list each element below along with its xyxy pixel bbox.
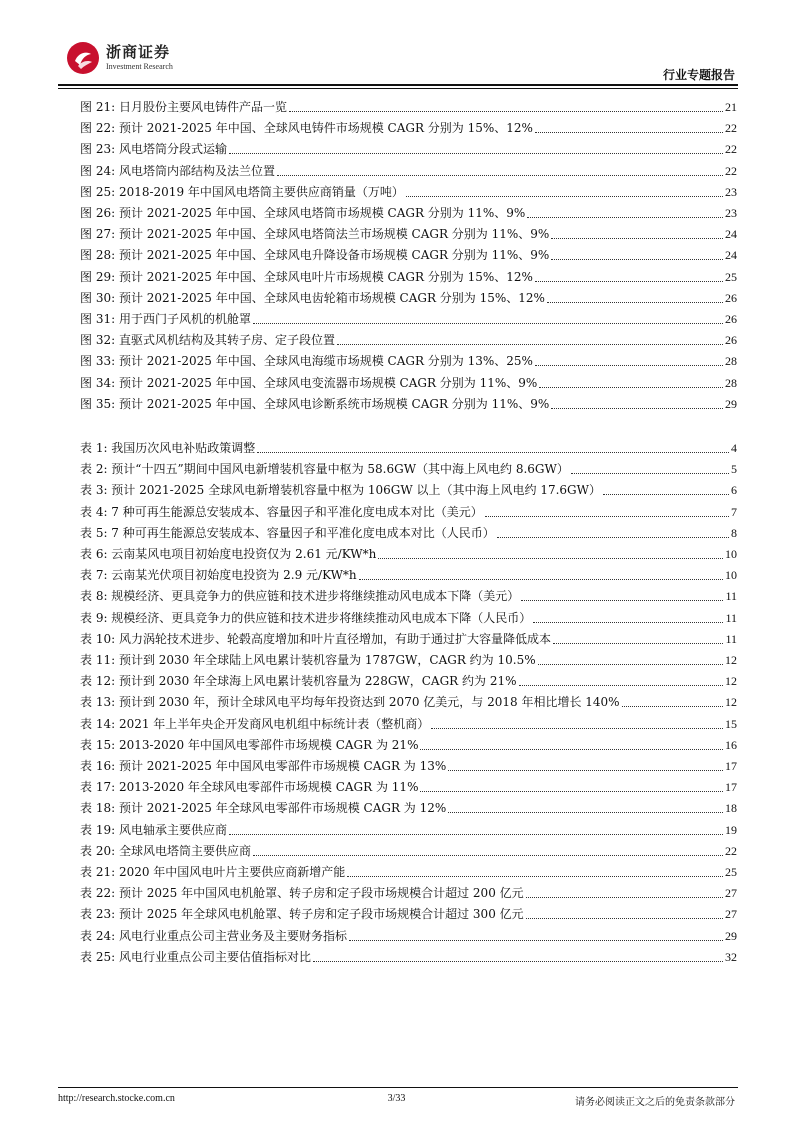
- toc-dot-leader: [253, 855, 723, 856]
- table-entry[interactable]: [80, 715, 737, 733]
- toc-dot-leader: [527, 217, 723, 218]
- toc-page-number: 11: [725, 610, 737, 625]
- toc-page-number: 32: [725, 949, 737, 964]
- toc-page-number: 26: [725, 333, 737, 348]
- figure-entry[interactable]: [80, 225, 737, 243]
- toc-entry-title: 图 28: 预计 2021-2025 年中国、全球风电升降设备市场规模 CAGR 分别为 11%、9%: [80, 248, 550, 263]
- table-entry[interactable]: [80, 799, 737, 817]
- toc-page-number: 24: [725, 227, 737, 242]
- toc-entry-title: 表 21: 2020 年中国风电叶片主要供应商新增产能: [80, 865, 346, 879]
- table-entry[interactable]: [80, 545, 737, 563]
- toc-entry-title: 图 26: 预计 2021-2025 年中国、全球风电塔筒市场规模 CAGR 分别为 11%、9%: [80, 206, 526, 220]
- toc-dot-leader: [535, 365, 723, 366]
- toc-dot-leader: [533, 622, 723, 623]
- toc-page-number: 22: [725, 142, 737, 157]
- toc-entry-title: 图 32: 直驱式风机结构及其转子房、定子段位置: [80, 333, 335, 348]
- toc-dot-leader: [448, 770, 723, 771]
- toc-page-number: 12: [725, 674, 737, 689]
- table-entry[interactable]: [80, 693, 737, 711]
- figure-entry[interactable]: [80, 119, 737, 137]
- table-entry[interactable]: [80, 863, 737, 881]
- toc-dot-leader: [313, 961, 723, 962]
- toc-page-number: 17: [725, 780, 737, 795]
- toc-dot-leader: [538, 664, 723, 665]
- toc-dot-leader: [347, 876, 723, 877]
- toc-dot-leader: [257, 452, 729, 453]
- toc-page-number: 28: [725, 375, 737, 390]
- table-entry[interactable]: [80, 905, 737, 923]
- toc-dot-leader: [337, 344, 723, 345]
- table-entry[interactable]: [80, 587, 737, 605]
- toc-entry-title: 表 13: 预计到 2030 年，预计全球风电平均每年投资达到 2070 亿美元，与 2018 年相比增长 140%: [80, 695, 620, 710]
- logo-chinese-name: 浙商证券: [106, 43, 171, 61]
- toc-page-number: 5: [731, 462, 737, 477]
- table-entry[interactable]: [80, 927, 737, 945]
- toc-dot-leader: [406, 196, 723, 197]
- figure-entry[interactable]: [80, 289, 737, 307]
- figure-entry[interactable]: [80, 268, 737, 286]
- figure-entry[interactable]: [80, 395, 737, 413]
- toc-dot-leader: [420, 749, 723, 750]
- toc-entry-title: 表 20: 全球风电塔筒主要供应商: [80, 843, 251, 858]
- table-entry[interactable]: [80, 524, 737, 542]
- toc-entry-title: 图 25: 2018-2019 年中国风电塔筒主要供应商销量（万吨）: [80, 184, 404, 199]
- toc-entry-title: 表 10: 风力涡轮技术进步、轮毂高度增加和叶片直径增加，有助于通过扩大容量降低成本: [80, 631, 551, 646]
- table-entry[interactable]: [80, 884, 737, 902]
- toc-entry-title: 表 9: 规模经济、更具竞争力的供应链和技术进步将继续推动风电成本下降（人民币）: [80, 610, 532, 625]
- table-entry[interactable]: [80, 672, 737, 690]
- toc-entry-title: 图 29: 预计 2021-2025 年中国、全球风电叶片市场规模 CAGR 分别为 15%、12%: [80, 269, 533, 284]
- toc-dot-leader: [526, 918, 723, 919]
- toc-entry-title: 表 6: 云南某风电项目初始度电投资仅为 2.61 元/KW*h: [80, 547, 377, 561]
- toc-dot-leader: [497, 537, 729, 538]
- table-entry[interactable]: [80, 842, 737, 860]
- toc-entry-title: 图 31: 用于西门子风机的机舱罩: [80, 312, 251, 326]
- toc-dot-leader: [253, 323, 723, 324]
- toc-page-number: 22: [725, 121, 737, 136]
- toc-entry-title: 图 35: 预计 2021-2025 年中国、全球风电诊断系统市场规模 CAGR 分别为 11%、9%: [80, 396, 550, 411]
- toc-entry-title: 图 33: 预计 2021-2025 年中国、全球风电海缆市场规模 CAGR 分别为 13%、25%: [80, 354, 533, 369]
- logo-english-name: Investment Research: [106, 62, 173, 71]
- toc-page-number: 12: [725, 695, 737, 710]
- toc-dot-leader: [551, 259, 723, 260]
- toc-entry-title: 表 4: 7 种可再生能源总安装成本、容量因子和平准化度电成本对比（美元）: [80, 504, 483, 519]
- table-entry[interactable]: [80, 609, 737, 627]
- table-entry[interactable]: [80, 736, 737, 754]
- toc-page-number: 29: [725, 396, 737, 411]
- toc-page-number: 10: [725, 547, 737, 561]
- figure-entry[interactable]: [80, 140, 737, 158]
- toc-page-number: 6: [731, 483, 737, 498]
- toc-page-number: 22: [725, 163, 737, 178]
- toc-dot-leader: [535, 132, 723, 133]
- toc-dot-leader: [535, 281, 723, 282]
- figure-entry[interactable]: [80, 246, 737, 264]
- toc-page-number: 22: [725, 843, 737, 858]
- toc-entry-title: 图 27: 预计 2021-2025 年中国、全球风电塔筒法兰市场规模 CAGR 分别为 11%、9%: [80, 227, 550, 242]
- toc-dot-leader: [289, 111, 723, 112]
- footer-disclaimer: 请务必阅读正文之后的免责条款部分: [575, 1097, 735, 1108]
- table-entry[interactable]: [80, 948, 737, 966]
- toc-entry-title: 表 24: 风电行业重点公司主营业务及主要财务指标: [80, 928, 347, 943]
- toc-dot-leader: [521, 600, 723, 601]
- toc-page-number: 25: [725, 269, 737, 284]
- figure-entry[interactable]: [80, 331, 737, 349]
- report-type-label: 行业专题报告: [662, 68, 735, 82]
- toc-entry-title: 表 8: 规模经济、更具竞争力的供应链和技术进步将继续推动风电成本下降（美元）: [80, 589, 520, 604]
- toc-entry-title: 图 24: 风电塔筒内部结构及法兰位置: [80, 163, 275, 178]
- table-entry[interactable]: [80, 630, 737, 648]
- toc-entry-title: 表 7: 云南某光伏项目初始度电投资为 2.9 元/KW*h: [80, 568, 357, 583]
- toc-entry-title: 图 30: 预计 2021-2025 年中国、全球风电齿轮箱市场规模 CAGR 分别为 15%、12%: [80, 290, 545, 305]
- toc-page-number: 29: [725, 928, 737, 943]
- toc-page-number: 4: [731, 441, 737, 455]
- toc-page-number: 17: [725, 759, 737, 773]
- toc-page-number: 23: [725, 206, 737, 220]
- toc-dot-leader: [431, 728, 723, 729]
- toc-entry-title: 表 17: 2013-2020 年全球风电零部件市场规模 CAGR 为 11%: [80, 780, 419, 795]
- footer-divider: [58, 1087, 738, 1088]
- toc-entry-title: 表 2: 预计“十四五”期间中国风电新增装机容量中枢为 58.6GW（其中海上风电约 8.6GW）: [80, 462, 569, 477]
- toc-page-number: 7: [731, 504, 737, 519]
- toc-entry-title: 表 22: 预计 2025 年中国风电机舱罩、转子房和定子段市场规模合计超过 200 亿元: [80, 886, 524, 901]
- toc-entry-title: 表 11: 预计到 2030 年全球陆上风电累计装机容量为 1787GW，CAGR 约为 10.5%: [80, 653, 536, 667]
- toc-dot-leader: [539, 387, 723, 388]
- toc-dot-leader: [448, 812, 723, 813]
- toc-page-number: 10: [725, 568, 737, 583]
- toc-dot-leader: [349, 940, 723, 941]
- toc-page-number: 12: [725, 653, 737, 667]
- footer-url-link[interactable]: http://research.stocke.com.cn: [58, 1093, 175, 1104]
- toc-entry-title: 表 3: 预计 2021-2025 全球风电新增装机容量中枢为 106GW 以上（其中海上风电约 17.6GW）: [80, 483, 601, 498]
- toc-page-number: 8: [731, 525, 737, 540]
- table-entry[interactable]: [80, 481, 737, 499]
- toc-dot-leader: [420, 791, 723, 792]
- figure-entry[interactable]: [80, 374, 737, 392]
- figure-entry[interactable]: [80, 183, 737, 201]
- toc-dot-leader: [622, 706, 723, 707]
- toc-entry-title: 表 23: 预计 2025 年全球风电机舱罩、转子房和定子段市场规模合计超过 300 亿元: [80, 907, 524, 922]
- toc-dot-leader: [519, 685, 723, 686]
- toc-dot-leader: [547, 302, 723, 303]
- toc-entry-title: 表 12: 预计到 2030 年全球海上风电累计装机容量为 228GW，CAGR 约为 21%: [80, 674, 517, 689]
- toc-dot-leader: [485, 516, 729, 517]
- table-entry[interactable]: [80, 566, 737, 584]
- figure-entry[interactable]: [80, 204, 737, 222]
- toc-page-number: 27: [725, 907, 737, 922]
- table-entry[interactable]: [80, 503, 737, 521]
- toc-page-number: 11: [725, 631, 737, 646]
- table-entry[interactable]: [80, 757, 737, 775]
- toc-dot-leader: [571, 473, 729, 474]
- toc-entry-title: 表 14: 2021 年上半年央企开发商风电机组中标统计表（整机商）: [80, 716, 430, 731]
- figure-entry[interactable]: [80, 162, 737, 180]
- toc-dot-leader: [229, 834, 723, 835]
- toc-dot-leader: [603, 494, 729, 495]
- toc-page-number: 23: [725, 184, 737, 199]
- toc-dot-leader: [553, 643, 723, 644]
- toc-dot-leader: [229, 153, 723, 154]
- toc-entry-title: 图 22: 预计 2021-2025 年中国、全球风电铸件市场规模 CAGR 分别为 15%、12%: [80, 121, 533, 136]
- toc-entry-title: 表 18: 预计 2021-2025 年全球风电零部件市场规模 CAGR 为 12%: [80, 801, 447, 816]
- toc-entry-title: 表 1: 我国历次风电补贴政策调整: [80, 441, 256, 455]
- table-entry[interactable]: [80, 651, 737, 669]
- toc-entry-title: 表 5: 7 种可再生能源总安装成本、容量因子和平准化度电成本对比（人民币）: [80, 525, 495, 540]
- table-entry[interactable]: [80, 778, 737, 796]
- toc-entry-title: 表 15: 2013-2020 年中国风电零部件市场规模 CAGR 为 21%: [80, 737, 419, 752]
- toc-page-number: 26: [725, 290, 737, 305]
- table-entry[interactable]: [80, 821, 737, 839]
- toc-page-number: 16: [725, 737, 737, 752]
- toc-dot-leader: [359, 579, 723, 580]
- toc-dot-leader: [526, 897, 723, 898]
- toc-page-number: 19: [725, 822, 737, 837]
- toc-page-number: 11: [725, 589, 737, 604]
- toc-page-number: 28: [725, 354, 737, 369]
- footer-page-number: 3/33: [387, 1093, 406, 1104]
- toc-dot-leader: [551, 238, 723, 239]
- toc-page-number: 18: [725, 801, 737, 816]
- toc-page-number: 25: [725, 865, 737, 879]
- figure-entry[interactable]: [80, 352, 737, 370]
- toc-dot-leader: [551, 408, 723, 409]
- toc-entry-title: 表 19: 风电轴承主要供应商: [80, 822, 227, 837]
- toc-page-number: 26: [725, 312, 737, 326]
- toc-page-number: 21: [725, 100, 737, 114]
- toc-page-number: 27: [725, 886, 737, 901]
- toc-dot-leader: [277, 175, 723, 176]
- toc-entry-title: 表 16: 预计 2021-2025 年中国风电零部件市场规模 CAGR 为 13%: [80, 759, 447, 773]
- toc-page-number: 15: [725, 716, 737, 731]
- table-entry[interactable]: [80, 439, 737, 457]
- toc-entry-title: 图 21: 日月股份主要风电铸件产品一览: [80, 100, 287, 114]
- toc-entry-title: 表 25: 风电行业重点公司主要估值指标对比: [80, 949, 311, 964]
- table-entry[interactable]: [80, 460, 737, 478]
- figure-entry[interactable]: [80, 98, 737, 116]
- toc-page-number: 24: [725, 248, 737, 263]
- toc-entry-title: 图 34: 预计 2021-2025 年中国、全球风电变流器市场规模 CAGR 分别为 11%、9%: [80, 375, 538, 390]
- figure-entry[interactable]: [80, 310, 737, 328]
- toc-dot-leader: [378, 558, 723, 559]
- toc-entry-title: 图 23: 风电塔筒分段式运输: [80, 142, 227, 157]
